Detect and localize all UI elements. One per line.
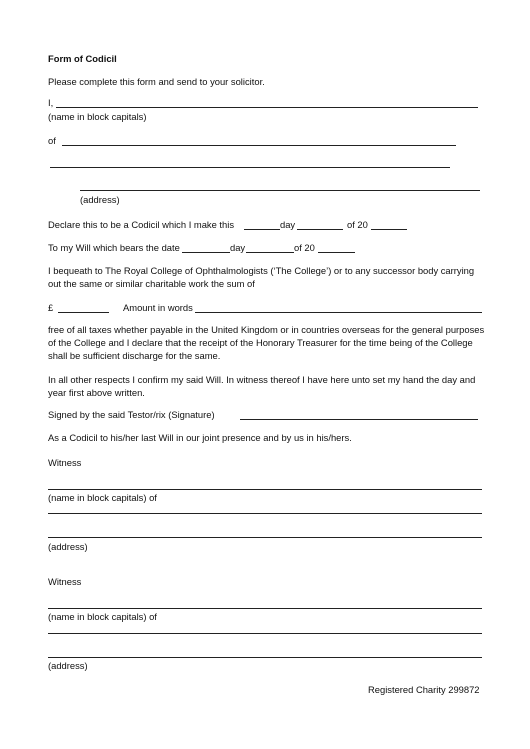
amount-words-label: Amount in words <box>123 302 193 313</box>
amount-words-line[interactable] <box>195 312 482 313</box>
name-caption: (name in block capitals) <box>48 111 147 122</box>
declare-of20-label: of 20 <box>347 219 368 230</box>
witness-2-address-line-2[interactable] <box>48 657 482 658</box>
declare-text: Declare this to be a Codicil which I make this <box>48 219 235 230</box>
confirm-paragraph: In all other respects I confirm my said Will. In witness thereof I have here unto set my hand the day and year first above written. <box>48 374 476 398</box>
of-label: of <box>48 135 56 146</box>
will-date-line[interactable] <box>182 252 230 253</box>
form-title: Form of Codicil <box>48 53 117 64</box>
registered-charity-footer: Registered Charity 299872 <box>368 684 480 695</box>
address-line-3[interactable] <box>80 190 480 191</box>
witness-1-name-line[interactable] <box>48 489 482 490</box>
witness-1-label: Witness <box>48 457 82 468</box>
witness-2-name-line[interactable] <box>48 608 482 609</box>
address-line-2[interactable] <box>50 167 450 168</box>
witness-1-name-caption: (name in block capitals) of <box>48 492 157 503</box>
will-day-label: day <box>230 242 246 253</box>
witness-2-name-caption: (name in block capitals) of <box>48 611 157 622</box>
witness-1-address-caption: (address) <box>48 541 88 552</box>
pound-sign: £ <box>48 302 54 313</box>
taxes-paragraph: free of all taxes whether payable in the United Kingdom or in countries overseas for the general purposes of the College and I declare that the receipt of the Honorary Treasurer for the time being of the College shall be sufficient discharge for the same. <box>48 324 485 361</box>
amount-figures-line[interactable] <box>58 312 109 313</box>
address-caption: (address) <box>80 194 120 205</box>
witness-2-address-line-1[interactable] <box>48 633 482 634</box>
bequest-text: I bequeath to The Royal College of Ophthalmologists (‘The College’) or to any successor body carrying out the same or similar charitable work the sum of <box>48 265 475 289</box>
name-line[interactable] <box>56 107 478 108</box>
witness-2-address-caption: (address) <box>48 660 88 671</box>
intro-text: Please complete this form and send to your solicitor. <box>48 76 265 87</box>
codicil-statement: As a Codicil to his/her last Will in our joint presence and by us in his/hers. <box>48 432 352 443</box>
witness-2-label: Witness <box>48 576 82 587</box>
declare-day-label: day <box>280 219 296 230</box>
address-line-1[interactable] <box>62 145 456 146</box>
will-month-line[interactable] <box>246 252 294 253</box>
declare-date-line[interactable] <box>244 229 280 230</box>
will-of20-label: of 20 <box>294 242 315 253</box>
declare-year-line[interactable] <box>371 229 407 230</box>
signed-label: Signed by the said Testor/rix (Signature) <box>48 409 215 420</box>
will-text: To my Will which bears the date <box>48 242 180 253</box>
i-label: I, <box>48 97 54 108</box>
signature-line[interactable] <box>240 419 478 420</box>
witness-1-address-line-2[interactable] <box>48 537 482 538</box>
witness-1-address-line-1[interactable] <box>48 513 482 514</box>
declare-month-line[interactable] <box>297 229 343 230</box>
will-year-line[interactable] <box>318 252 355 253</box>
